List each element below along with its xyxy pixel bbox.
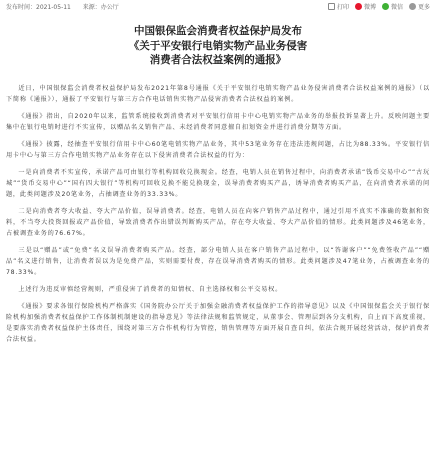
paragraph-3: 《通报》披露，经抽查平安银行信用卡中心60笔电销实物产品业务，其中53笔业务存在违法违规问题，占比为88.33%。平安银行信用卡中心与第三方合作电销实物产品业务存在以下侵害消费者合法权益的行为： xyxy=(6,140,430,160)
article-title xyxy=(0,24,436,68)
publish-time: 发布时间：2021-05-11 xyxy=(6,3,71,11)
article-meta-bar xyxy=(6,0,430,12)
title-line-3: 消费者合法权益案例的通报》 xyxy=(149,54,287,66)
more-label: 更多 xyxy=(417,3,430,11)
paragraph-1: 近日，中国银保监会消费者权益保护局发布2021年第8号通报《关于平安银行电销实物产品业务侵害消费者合法权益案例的通报》（以下简称《通报》），通报了平安银行与第三方合作电话销售实物产品侵害消费者合法权益的案例。 xyxy=(6,85,430,104)
paragraph-4: 一是向消费者不实宣传，承诺产品可由银行等机构回收兑换现金。经查，电销人员在销售过程中，向消费者承诺“钱币交易中心”“古玩城”“货币交易中心”“国有四大银行”等机构可回收兑换不能兑换现金，误导消费者购买产品，诱导消费者购买产品，在向消费者承诺的问题，此类问题涉及20笔业务，占抽调查业务的33.33%。 xyxy=(6,168,430,199)
weibo-label: 微博 xyxy=(363,3,376,11)
weibo-icon xyxy=(355,3,362,10)
wechat-label: 微信 xyxy=(390,3,403,11)
paragraph-7: 上述行为违反审慎经营规则，严重侵害了消费者的知情权、自主选择权和公平交易权。 xyxy=(18,286,283,294)
title-line-2: 《关于平安银行电销实物产品业务侵害 xyxy=(128,39,308,52)
print-button[interactable] xyxy=(328,2,349,11)
paragraph-8: 《通报》要求各银行保险机构严格落实《国务院办公厅关于加强金融消费者权益保护工作的指导意见》以及《中国银保监会关于银行保险机构加强消费者权益保护工作体制机制建设的指导意见》等法律法规和监管规定，从董事会、管理层到各分支机构，自上而下高度重视，是要落实消费者权益保护主体责任，围绕对第三方合作机构行为管控，销售管理等方面开展自查自纠，依法合规开展经营活动，保护消费者合法权益。 xyxy=(6,303,430,344)
share-toolbar xyxy=(322,2,430,11)
article-body xyxy=(6,83,430,351)
paragraph-5: 二是向消费者夸大收益、夸大产品价值，误导消费者。经查，电销人员在向客户销售产品过程中，通过引用不真实不准确的数据和资料，不当夸大投资回报或产品价值，导致消费者作出错误判断购买产品，存在夸大收益、夸大产品价值的情形。此类问题涉及46笔业务，占被调查业务的76.67%。 xyxy=(6,208,430,238)
print-icon xyxy=(328,3,335,10)
wechat-icon xyxy=(382,3,389,10)
title-line-1: 中国银保监会消费者权益保护局发布 xyxy=(134,25,302,37)
share-wechat-button[interactable] xyxy=(382,2,403,11)
paragraph-6: 三是以“赠品”或“免费”名义误导消费者购买产品。经查，部分电销人员在客户销售产品过程中，以“答谢客户”“免费签收产品”“赠品”名义进行销售，让消费者误以为是免费产品，实则需要付费，存在误导消费者购买的情形。此类问题涉及47笔业务，占被调查业务的78.33%。 xyxy=(6,247,430,277)
share-more-button[interactable] xyxy=(409,2,430,11)
article-meta xyxy=(6,2,129,11)
more-icon xyxy=(409,3,416,10)
paragraph-2: 《通报》指出，自2020年以来，监管系统接收到消费者对平安银行信用卡中心电销实物产品业务的举报投诉显著上升。反映问题主要集中在银行电销时进行不实宣传，以赠品名义销售产品、未经消费者同意擅自扣划资金并进行消费分期等方面。 xyxy=(6,112,430,132)
print-label: 打印 xyxy=(336,3,349,11)
share-weibo-button[interactable] xyxy=(355,2,376,11)
article-source: 来源：办公厅 xyxy=(82,3,119,11)
